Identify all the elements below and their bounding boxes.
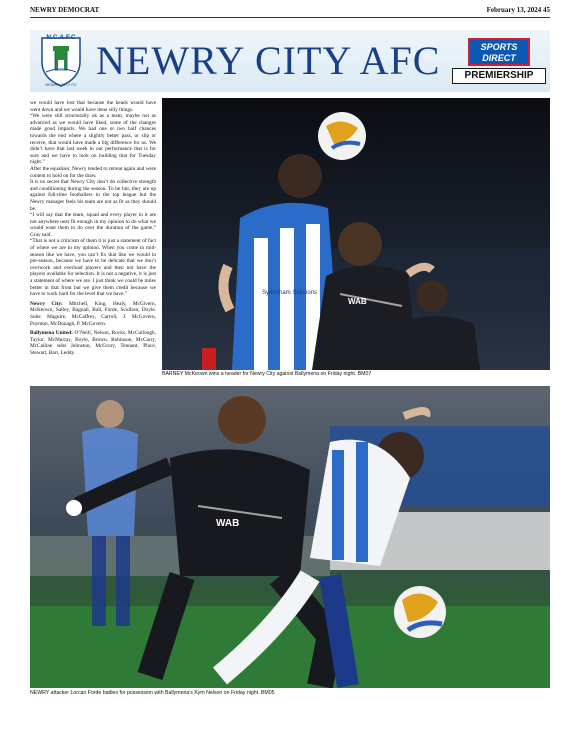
article-paragraph: After the equaliser, Newry tended to retreat again and were content to hold on for the draw. xyxy=(30,165,156,179)
crest-subtext: NEWRY CITY FC xyxy=(45,82,77,87)
sponsor-line-2: DIRECT xyxy=(482,53,516,63)
header-duel-photo xyxy=(162,98,550,370)
sponsor-brand-box xyxy=(468,38,530,66)
team-players: O’Neill, Nelson, Rocks, McCullough, Taylor, McMurray, Boyle, Brown, Robinson, McCarry, McCalline subs Johnston, McGrory, Tennant, Place, Stewart, Barr, Leddy. xyxy=(30,330,156,356)
team-lineup-ballymena xyxy=(30,330,156,356)
article-paragraph: “That is not a criticism of them it is just a statement of fact of where we are in my opinion. When you come in mid-season like we have, you can’t fix that like we would in pre-season, because we have to be delicate that we don’t overwork and overload players and then not have the players available for selection. It is not a negative, it is just a statement of where we are. I just think we could be miles better in that front but we give them credit because we have to work hard for the level that we have.” xyxy=(30,238,156,298)
photo2-kit-text: WAB xyxy=(216,518,240,529)
publication-name: NEWRY DEMOCRAT xyxy=(30,6,100,14)
article-paragraph: we would have lost that because the heads would have went down and we would have done silly things. xyxy=(30,100,156,113)
photo1-sponsor-text: Sydenham Solutions xyxy=(262,290,318,296)
article-paragraph: “I will say that the team, squad and every player in it are not anywhere near fit enough in my opinion to do what we would want them to do over the duration of the game,” Gray said. xyxy=(30,212,156,238)
possession-battle-photo xyxy=(30,386,550,688)
section-headline: NEWRY CITY AFC xyxy=(96,38,441,83)
date-page-number: February 13, 2024 45 xyxy=(486,6,550,14)
page-header xyxy=(30,4,550,16)
article-body xyxy=(30,100,156,357)
team-label: Ballymena United: xyxy=(30,330,73,337)
header-rule xyxy=(30,17,550,18)
sponsor-league-label: PREMIERSHIP xyxy=(452,68,546,84)
article-paragraph: It is no secret that Newry City don’t do collective strength and conditioning during the season. To be fair, they are up against full-time footballers in the top league but the Newry manager feels his team are not as fit as they should be. xyxy=(30,179,156,212)
sponsor-logo xyxy=(452,38,546,86)
team-label: Newry City: xyxy=(30,300,63,307)
club-crest-icon xyxy=(38,32,84,88)
photo1-caption: BARNEY McKeown wins a header for Newry City against Ballymena on Friday night. BM07 xyxy=(162,371,372,377)
photo1-kit-text: WAB xyxy=(348,297,367,306)
section-banner xyxy=(30,30,550,92)
photo2-caption: NEWRY attacker Lorcan Forde battles for possession with Ballymena’s Kym Nelson on Friday night. BM05 xyxy=(30,690,275,696)
team-players: Mitchell, King, Healy, McGivern, McKeown, Salley, Bagnall, Ball, Forde, Scullion, Doyle. Subs: Maguire, McCaffrey, Carroll, J. McGovern, Poynton, McDonagh, P. McGovern. xyxy=(30,300,156,327)
sponsor-line-1: SPORTS xyxy=(480,42,518,52)
team-lineup-newry xyxy=(30,301,156,327)
crest-text: N.C.A.F.C xyxy=(46,34,76,41)
article-paragraph: “We were still structurally ok as a team, maybe not as advanced as we would have liked, some of the changes made good impacts. We had one or two half chances towards the end where a slightly better pass, or slip or receive, that would have made a big difference for us. We didn’t have that last week in our performance that is for sure and we have to look on building that for Tuesday night.” xyxy=(30,113,156,166)
